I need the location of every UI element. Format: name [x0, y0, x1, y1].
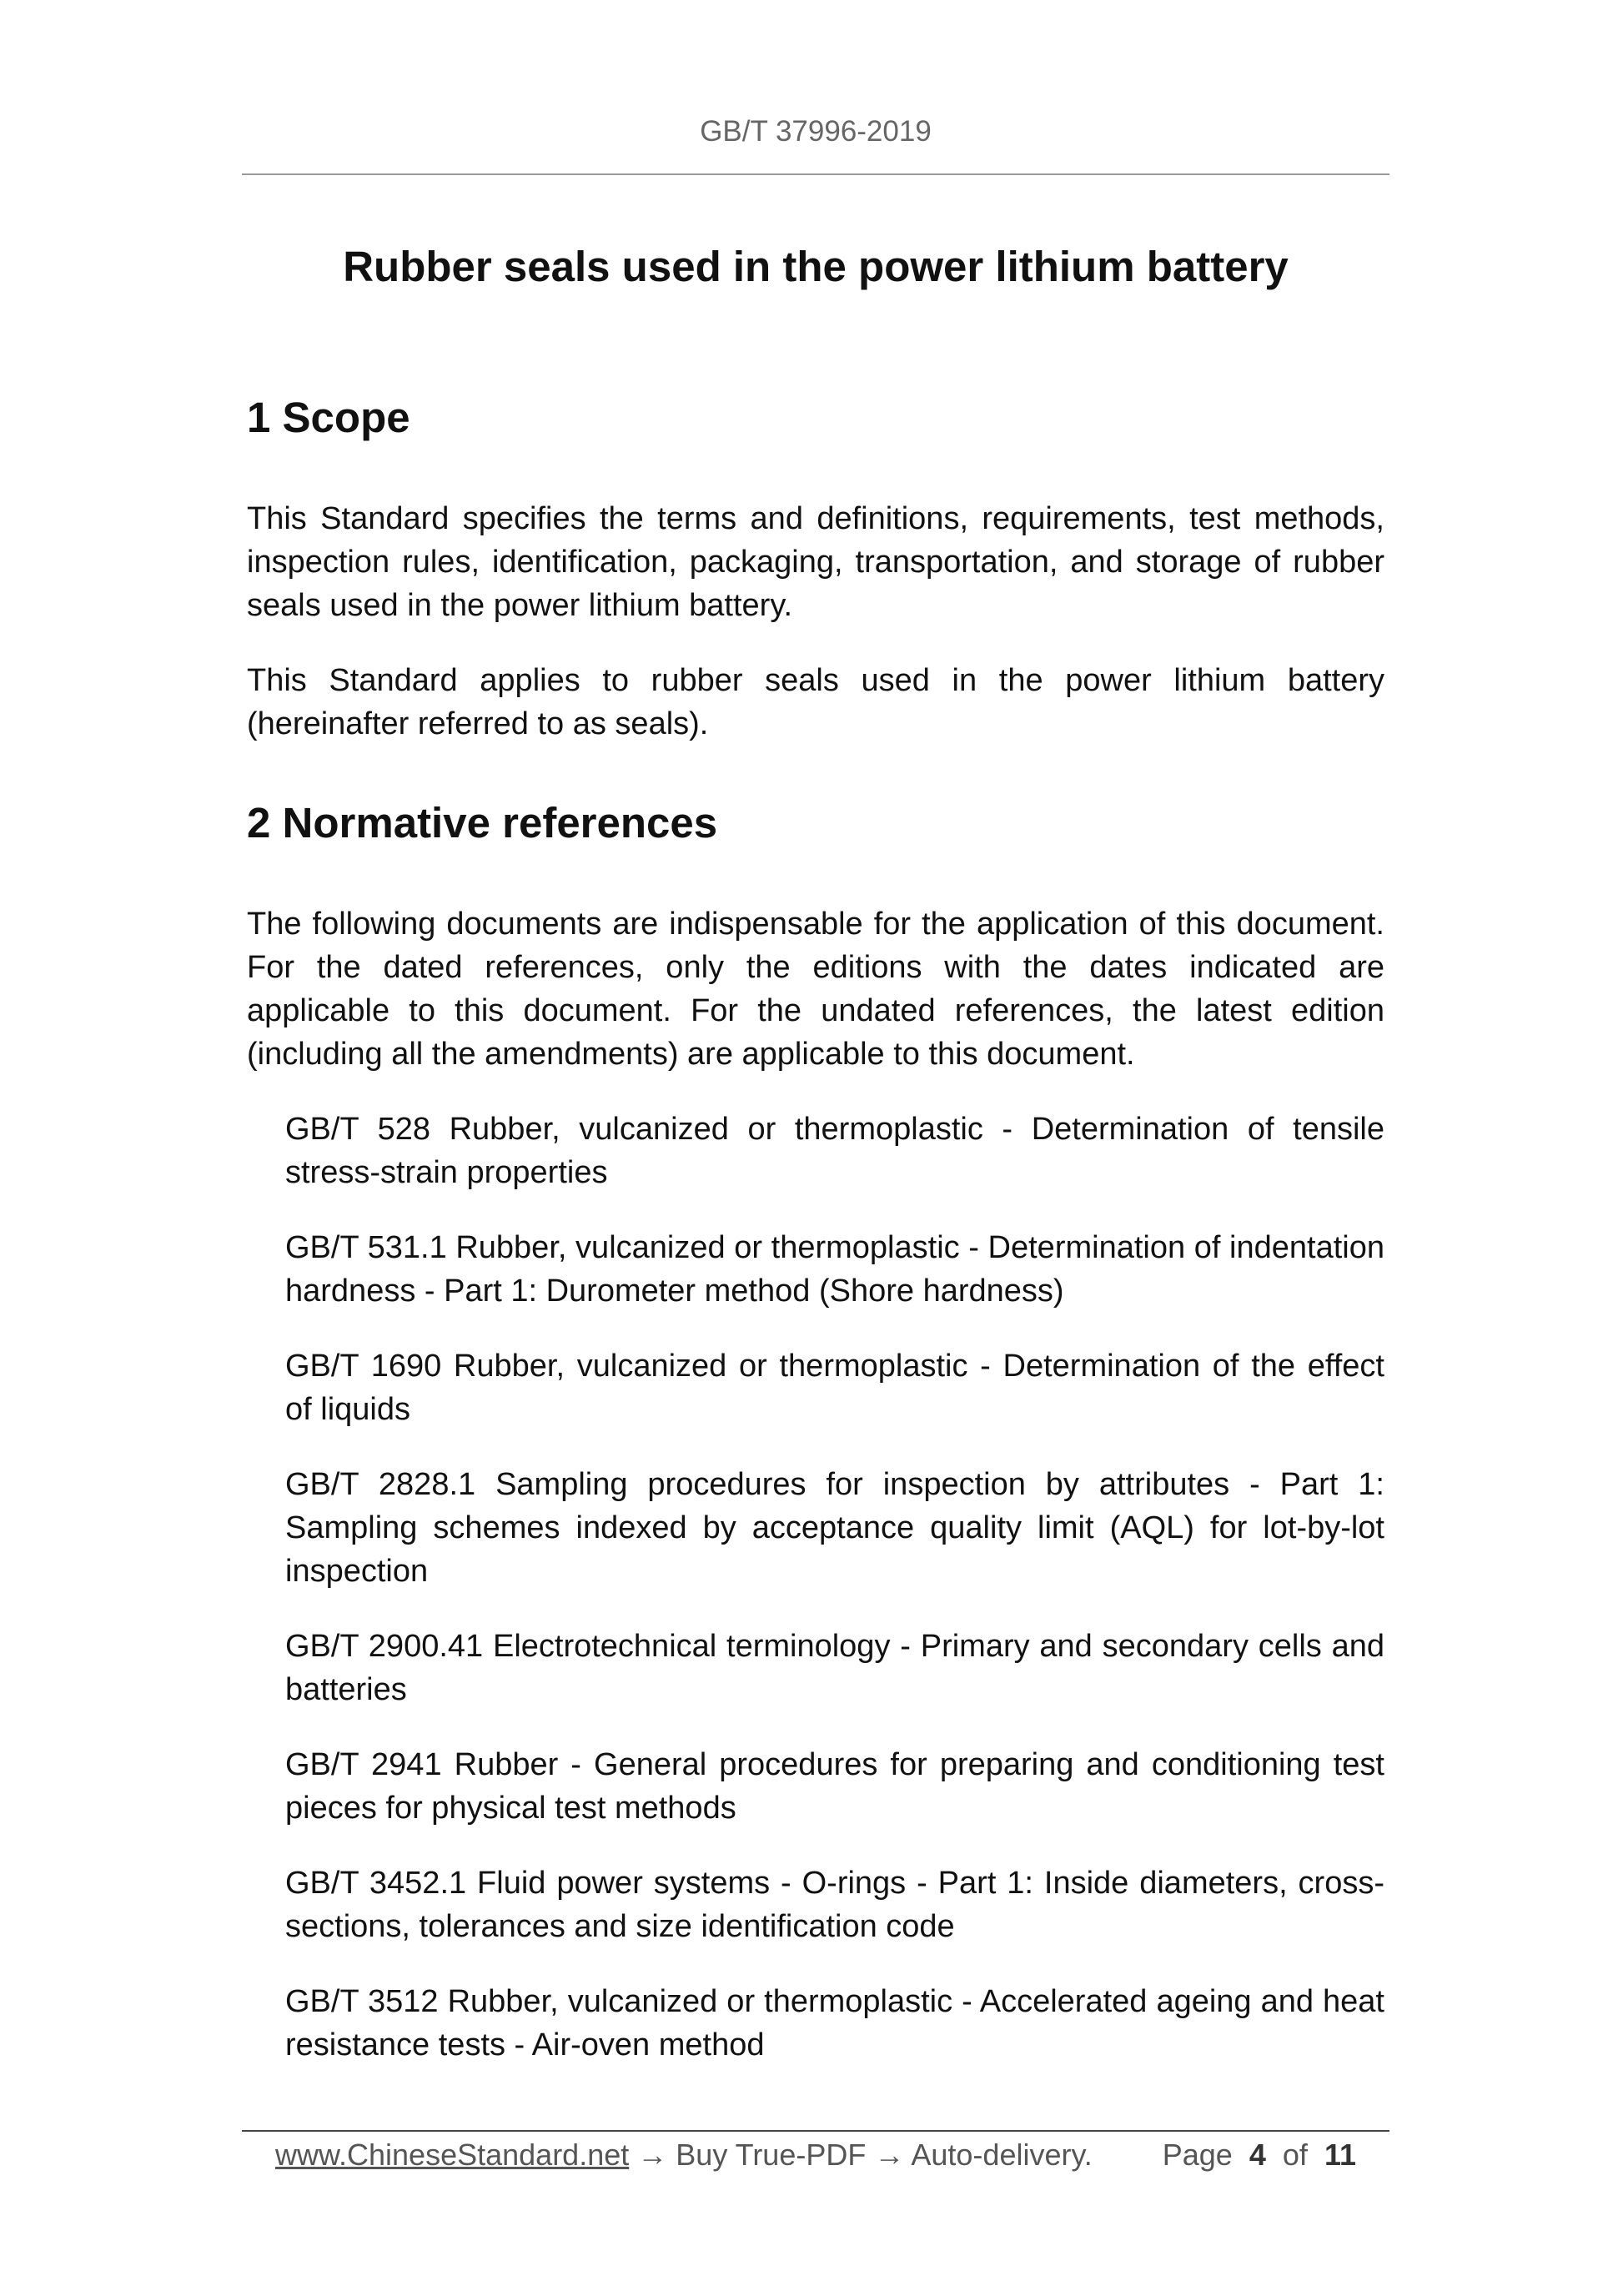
- scope-paragraph: This Standard specifies the terms and definitions, requirements, test methods, inspection rules, identification, packaging, transportation, and storage of rubber seals used in the power lithium battery.: [247, 501, 1384, 623]
- total-pages: 11: [1324, 2138, 1356, 2172]
- reference-item: GB/T 3512 Rubber, vulcanized or thermoplastic - Accelerated ageing and heat resistance tests - Air-oven method: [285, 1984, 1384, 2062]
- buy-text: Buy True-PDF: [676, 2138, 867, 2172]
- document-title: Rubber seals used in the power lithium battery: [343, 243, 1289, 290]
- reference-list: [285, 1108, 1384, 2067]
- arrow-icon: →: [637, 2138, 668, 2172]
- reference-item: GB/T 2828.1 Sampling procedures for inspection by attributes - Part 1: Sampling schemes indexed by acceptance quality limit (AQL) for lot-by-lot inspection: [285, 1467, 1384, 1589]
- page-label: Page: [1162, 2138, 1233, 2172]
- delivery-text: Auto-delivery.: [911, 2138, 1093, 2172]
- header-divider: [242, 173, 1389, 175]
- website-link[interactable]: www.ChineseStandard.net: [275, 2138, 630, 2172]
- section-heading-normative-references: 2 Normative references: [247, 799, 718, 847]
- reference-item: GB/T 3452.1 Fluid power systems - O-rings - Part 1: Inside diameters, cross-sections, tolerances and size identification code: [285, 1866, 1384, 1944]
- reference-item: GB/T 528 Rubber, vulcanized or thermoplastic - Determination of tensile stress-strain properties: [285, 1112, 1384, 1190]
- reference-item: GB/T 531.1 Rubber, vulcanized or thermoplastic - Determination of indentation hardness - Part 1: Durometer method (Shore hardness): [285, 1230, 1384, 1309]
- page-footer: [275, 2135, 1356, 2175]
- reference-item: GB/T 2941 Rubber - General procedures for preparing and conditioning test pieces for physical test methods: [285, 1747, 1384, 1826]
- section-heading-scope: 1 Scope: [247, 394, 410, 441]
- footer-divider: [242, 2130, 1389, 2132]
- running-header: GB/T 37996-2019: [700, 115, 932, 148]
- reference-item: GB/T 1690 Rubber, vulcanized or thermoplastic - Determination of the effect of liquids: [285, 1349, 1384, 1427]
- page-number: [1163, 2135, 1356, 2175]
- current-page: 4: [1249, 2138, 1266, 2172]
- reference-item: GB/T 2900.41 Electrotechnical terminology - Primary and secondary cells and batteries: [285, 1629, 1384, 1707]
- arrow-icon: →: [874, 2138, 905, 2172]
- of-label: of: [1282, 2138, 1308, 2172]
- scope-paragraph: This Standard applies to rubber seals used in the power lithium battery (hereinafter referred to as seals).: [247, 663, 1384, 741]
- normative-intro-paragraph: The following documents are indispensable for the application of this document. For the dated references, only the editions with the dates indicated are applicable to this document. For the undated references, the latest edition (including all the amendments) are applicable to this document.: [247, 907, 1384, 1072]
- document-body: [247, 392, 1384, 2098]
